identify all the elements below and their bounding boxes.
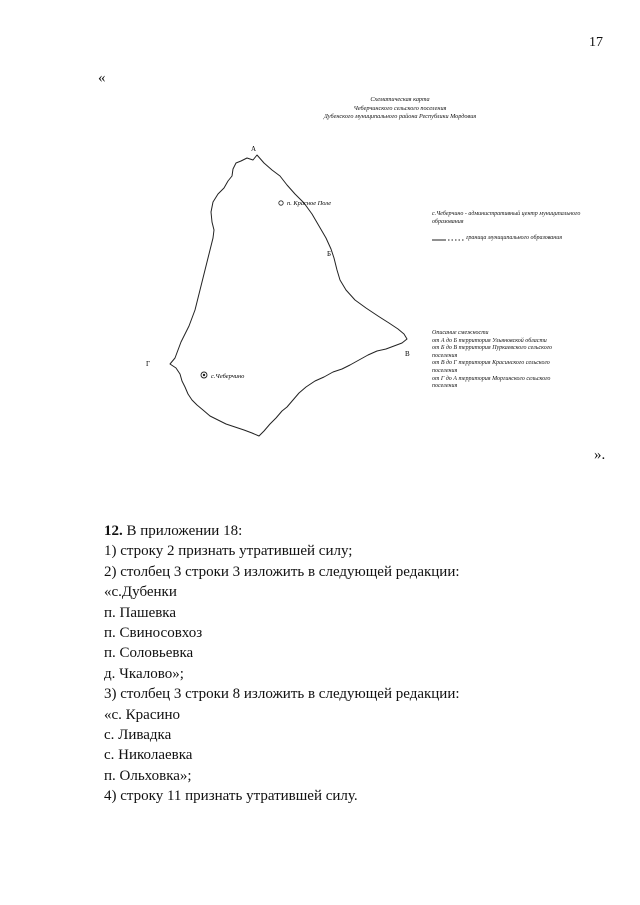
amendment-line: 4) строку 11 признать утратившей силу. (104, 788, 358, 805)
point-label-v: В (405, 350, 410, 358)
amendment-line: п. Свиносовхоз (104, 625, 203, 642)
closing-quote: ». (594, 447, 606, 463)
cheberchino-label: с.Чеберчино (211, 373, 245, 380)
opening-quote: « (98, 70, 106, 86)
page-number: 17 (589, 35, 603, 50)
amendment-number: 12. (104, 523, 123, 539)
amendment-text (104, 521, 460, 807)
legend-boundaries-title: Описание смежности (432, 330, 489, 336)
amendment-line: п. Ольховка»; (104, 767, 192, 784)
legend-boundary-line: поселения (432, 367, 458, 374)
legend-boundaries (432, 330, 602, 391)
krasnoe-pole-marker (279, 201, 283, 205)
amendment-line: с. Николаевка (104, 747, 193, 764)
krasnoe-pole-label: п. Красное Поле (287, 200, 332, 207)
amendment-heading (104, 521, 460, 541)
amendment-line: п. Пашевка (104, 604, 177, 621)
cheberchino-marker-center (203, 374, 205, 376)
amendment-line: 3) столбец 3 строки 8 изложить в следующей редакции: (104, 686, 460, 703)
legend-boundary-line: от Г до А территория Моргинского сельского (432, 375, 551, 382)
amendment-line: 2) столбец 3 строки 3 изложить в следующей редакции: (104, 563, 460, 580)
amendment-heading-text: В приложении 18: (122, 523, 243, 539)
map-title-line-2: Чеберчинского сельского поселения (353, 104, 447, 112)
point-label-g: Г (146, 360, 151, 368)
map-title-line-1: Схематическая карта (370, 96, 430, 103)
point-label-a: А (251, 145, 257, 153)
legend-boundary-line: от Б до В территория Пуркаевского сельского (432, 345, 553, 352)
amendment-line: д. Чкалово»; (104, 665, 184, 682)
legend-border-text: граница муниципального образования (466, 235, 563, 241)
legend-boundary-line: от В до Г территория Красинского сельского (432, 360, 550, 367)
legend-center-text: с.Чеберчино - административный центр муниципального образования (432, 211, 581, 225)
map-title-line-3: Дубенского муниципального района Республики Мордовия (323, 113, 477, 121)
amendment-line: 1) строку 2 признать утратившей силу; (104, 543, 353, 560)
amendment-line: «с. Красино (104, 706, 181, 723)
legend-boundary-line: поселения (432, 352, 458, 359)
amendment-line: с. Ливадка (104, 727, 172, 744)
point-label-b: Б (327, 250, 332, 258)
amendment-line: п. Соловьевка (104, 645, 194, 662)
legend-boundary-line: от А до Б территория Ульяновской области (432, 337, 547, 344)
municipal-boundary (170, 155, 407, 436)
legend-boundary-line: поселения (432, 383, 458, 390)
amendment-line: «с.Дубенки (104, 584, 177, 601)
